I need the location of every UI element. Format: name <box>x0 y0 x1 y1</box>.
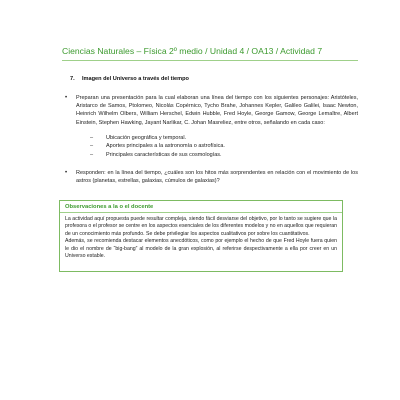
sub-list-item <box>76 134 358 143</box>
teacher-notes-paragraph: Además, se recomienda destacar elementos anecdóticos, como por ejemplo el hecho de que Fred Hoyle fuera quien le dio el nombre de “big-bang” al modelo de la gran explosión, al referirse despectivamente a ella por creer en un Universo estable. <box>65 238 337 260</box>
dash-icon: – <box>90 134 94 141</box>
sub-list-item <box>76 142 358 151</box>
teacher-notes-title: Observaciones a la o el docente <box>65 204 154 210</box>
activity-list <box>62 94 358 185</box>
list-item-text: Preparan una presentación para la cual elaboran una línea del tiempo con los siguientes personajes: Aristóteles, Aristarco de Samos, Ptolomeo, Nicolás Copérnico, Tycho Brahe, Johannes Kepler, Galileo Galilei, Isaac Newton, Heinrich Wilhelm Olbers, William Herschel, Edwin Hubble, Fred Hoyle, George Gamow, George Lemaître, Albert Einstein, Stephen Hawking, Jayant Narlikar, C. Johan Masreliez, entre otros, señalando en cada caso: <box>76 95 358 126</box>
list-item <box>62 94 358 160</box>
sub-list <box>76 134 358 160</box>
list-item-text: Responden: en la línea del tiempo, ¿cuáles son los hitos más sorprendentes en relación con el movimiento de los astros (planetas, estrellas, galaxias, cúmulos de galaxias)? <box>76 169 358 184</box>
section-title <box>70 76 189 82</box>
list-item <box>62 169 358 185</box>
teacher-notes-box <box>59 200 343 272</box>
sub-list-item-text: Aportes principales a la astronomía o astrofísica. <box>106 143 225 150</box>
section-title-text: Imagen del Universo a través del tiempo <box>82 76 189 82</box>
header-divider <box>62 60 358 61</box>
bullet-icon: • <box>65 95 68 101</box>
dash-icon: – <box>90 152 94 158</box>
page-header: Ciencias Naturales – Física 2º medio / Unidad 4 / OA13 / Actividad 7 <box>62 46 323 56</box>
sub-list-item <box>76 151 358 160</box>
bullet-icon: • <box>65 169 68 176</box>
dash-icon: – <box>90 143 94 150</box>
sub-list-item-text: Principales características de sus cosmologías. <box>106 152 222 158</box>
sub-list-item-text: Ubicación geográfica y temporal. <box>106 134 187 141</box>
section-number: 7. <box>70 76 75 82</box>
teacher-notes-paragraph: La actividad aquí propuesta puede resultar compleja, siendo fácil desviarse del objetivo, por lo tanto se sugiere que la profesora o el profesor se centre en los aspectos esenciales de los diferentes modelos y no en aquellos que requieran de un conocimiento más profundo. Se debe privilegiar los aspectos cualitativos por sobre los cuantitativos. <box>65 216 337 237</box>
teacher-notes-divider <box>60 212 342 213</box>
